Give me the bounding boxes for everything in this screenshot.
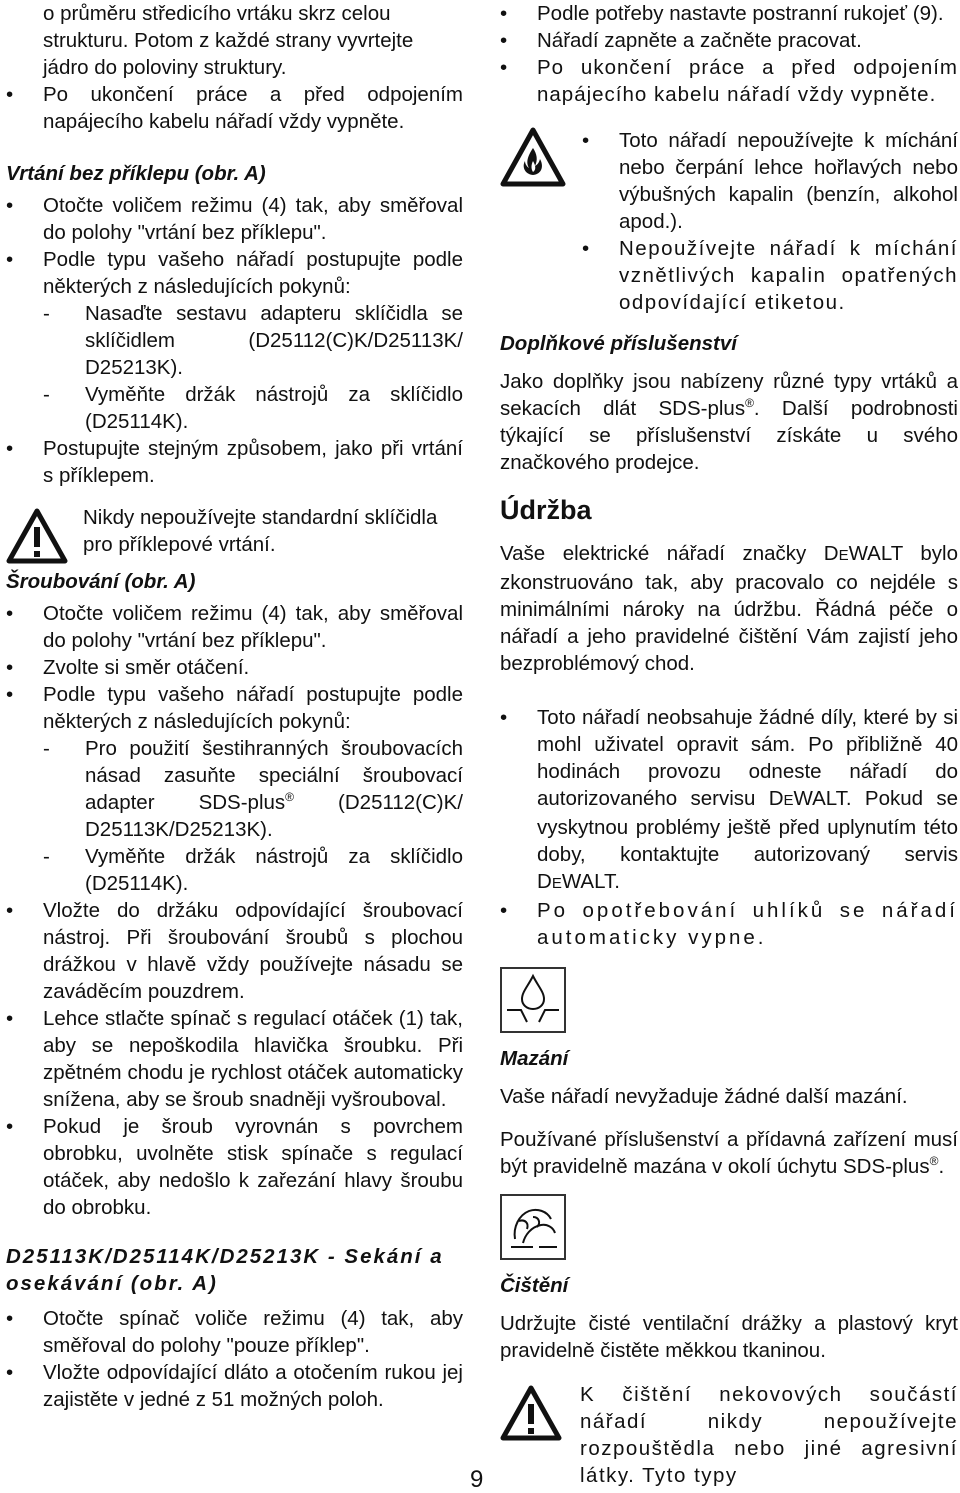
bullet-no-serviceable-parts <box>500 704 958 897</box>
heading-accessories: Doplňkové příslušenství <box>500 332 737 355</box>
bullet-mode-selector-2: • Otočte voličem režimu (4) tak, aby směřoval do polohy "vrtání bez příklepu". <box>6 600 463 654</box>
accessories-text-b: . Další podrobnosti týkající se příslušenství získáte u svého značkového prodejce. <box>500 397 958 474</box>
service-text-c: WALT. <box>561 870 620 893</box>
bullet-switch-off-2: • Po ukončení práce a před odpojením napájecího kabelu nářadí vždy vypněte. <box>500 54 958 108</box>
heading-drilling-no-hammer: Vrtání bez příklepu (obr. A) <box>6 162 266 185</box>
continued-text-1: o průměru středicího vrtáku skrz celou strukturu. Potom z každé strany vyvrtejte jádro do poloviny struktury. <box>43 2 414 79</box>
bullet-hammer-only: • Otočte spínač voliče režimu (4) tak, aby směřoval do polohy "pouze příklep". <box>6 1305 463 1359</box>
left-column <box>6 0 463 1413</box>
page-number: 9 <box>470 1466 484 1493</box>
heading-maintenance: Údržba <box>500 495 592 525</box>
bullet-switch-on: • Nářadí zapněte a začněte pracovat. <box>500 27 958 54</box>
bullet-rotation: • Zvolte si směr otáčení. <box>6 654 463 681</box>
bullet-insert-bit: • Vložte do držáku odpovídající šroubovací nástroj. Při šroubování šroubů s plochou drážkou v hlavě vždy používejte násadu se zaváděcím pouzdrem. <box>6 897 463 1005</box>
accessories-text-a: Jako doplňky jsou nabízeny různé typy vrtáků a sekacích dlát SDS-plus <box>500 370 958 420</box>
bullet-same-procedure: • Postupujte stejným způsobem, jako při vrtání s příklepem. <box>6 435 463 489</box>
bullet-carbon-brushes: • Po opotřebování uhlíků se nářadí automaticky vypne. <box>500 897 958 951</box>
lubrication-text-1: Vaše nářadí nevyžaduje žádné další mazání. <box>500 1085 908 1108</box>
right-column <box>500 0 958 1489</box>
bullet-no-mixing: • Toto nářadí nepoužívejte k míchání nebo čerpání lehce hořlavých nebo výbušných kapalin (benzín, alkohol apod.). <box>582 127 958 235</box>
bullet-no-flammable: • Nepoužívejte nářadí k míchání vznětlivých kapalin opatřených odpovídající etiketou. <box>582 235 958 316</box>
registered-mark-2: ® <box>745 396 754 411</box>
hex-adapter-models: (D25112(C)K/ D25113K/D25213K). <box>85 791 463 841</box>
heading-chiselling: D25113K/D25114K/D25213K - Sekání a osekávání (obr. A) <box>6 1245 444 1295</box>
bullet-side-handle: • Podle potřeby nastavte postranní rukojeť (9). <box>500 0 958 27</box>
flammable-warning-icon <box>500 127 566 194</box>
warning-flammable <box>500 127 958 316</box>
dash-replace-holder-2: - Vyměňte držák nástrojů za sklíčidlo (D25114K). <box>6 843 463 897</box>
heading-lubrication: Mazání <box>500 1047 569 1070</box>
bullet-switch-off-1: • Po ukončení práce a před odpojením napájecího kabelu nářadí vždy vypněte. <box>6 81 463 135</box>
heading-screwdriving: Šroubování (obr. A) <box>6 570 196 593</box>
brand-small-e-2: E <box>783 792 794 809</box>
dash-chuck-adapter: - Nasaďte sestavu adapteru sklíčidla se sklíčidlem (D25112(C)K/D25113K/ D25213K). <box>6 300 463 381</box>
dash-hex-adapter <box>6 735 463 843</box>
bullet-release-switch: • Pokud je šroub vyrovnán s povrchem obrobku, uvolněte stisk spínače s regulací otáček, aby nedošlo k zařezání hlavy šroubu do obrobku. <box>6 1113 463 1221</box>
service-text-a: Toto nářadí neobsahuje žádné díly, které by si mohl uživatel opravit sám. Po přibližně 40 hodinách provozu odneste nářadí do autorizovaného servisu D <box>537 706 958 810</box>
hex-adapter-text: Pro použití šestihranných šroubovacích násad zasuňte speciální šroubovací adapter SDS-plus <box>85 737 463 814</box>
warning-triangle-icon-2 <box>500 1385 562 1448</box>
bullet-tool-type: • Podle typu vašeho nářadí postupujte podle některých z následujících pokynů: <box>6 246 463 300</box>
cleaning-pictogram-icon <box>500 1194 566 1260</box>
cleaning-text: Udržujte čisté ventilační drážky a plastový kryt pravidelně čistěte měkkou tkaninou. <box>500 1312 958 1362</box>
bullet-press-switch: • Lehce stlačte spínač s regulací otáček (1) tak, aby se nepoškodila hlavička šroubku. Při zpětném chodu je rychlost otáček automaticky snížena, aby se šroub snadněji vyšrouboval. <box>6 1005 463 1113</box>
maintenance-text-a: Vaše elektrické nářadí značky D <box>500 542 839 565</box>
lubrication-text-2b: . <box>938 1155 945 1178</box>
lubrication-text-2 <box>500 1126 958 1180</box>
bullet-insert-chisel: • Vložte odpovídající dláto a otočením rukou jej zajistěte v jedné z 51 možných poloh. <box>6 1359 463 1413</box>
bullet-mode-selector: • Otočte voličem režimu (4) tak, aby směřoval do polohy "vrtání bez příklepu". <box>6 192 463 246</box>
accessories-text <box>500 368 958 476</box>
dash-replace-holder: - Vyměňte držák nástrojů za sklíčidlo (D25114K). <box>6 381 463 435</box>
registered-mark: ® <box>285 790 294 805</box>
lubrication-pictogram-icon <box>500 967 566 1033</box>
maintenance-text-b: WALT bylo zkonstruováno tak, aby pracovalo co nejdéle s minimálními nároky na údržbu. Řádná péče o nářadí a jeho pravidelné čištění Vám zajistí jeho bezproblémový chod. <box>500 542 958 675</box>
service-text-b: WALT. Pokud se vyskytnou problémy ještě před uplynutím této doby, kontaktujte autorizovaný servis D <box>537 787 958 893</box>
registered-mark-3: ® <box>929 1154 939 1169</box>
heading-cleaning: Čištění <box>500 1274 569 1297</box>
bullet-tool-type-2: • Podle typu vašeho nářadí postupujte podle některých z následujících pokynů: <box>6 681 463 735</box>
brand-small-e-3: E <box>551 875 562 892</box>
cleaning-warning-text: K čištění nekovových součástí nářadí nikdy nepoužívejte rozpouštědla nebo jiné agresivní látky. Tyto typy <box>580 1383 958 1487</box>
warning-triangle-icon <box>6 508 68 571</box>
lubrication-text-2a: Používané příslušenství a přídavná zařízení musí být pravidelně mazána v okolí úchytu SDS-plus <box>500 1128 958 1178</box>
warning-cleaning <box>500 1381 958 1489</box>
warning-text: Nikdy nepoužívejte standardní sklíčidla pro příklepové vrtání. <box>83 506 438 556</box>
brand-small-e: E <box>838 547 849 564</box>
warning-standard-chucks <box>6 504 463 558</box>
maintenance-text <box>500 540 958 677</box>
